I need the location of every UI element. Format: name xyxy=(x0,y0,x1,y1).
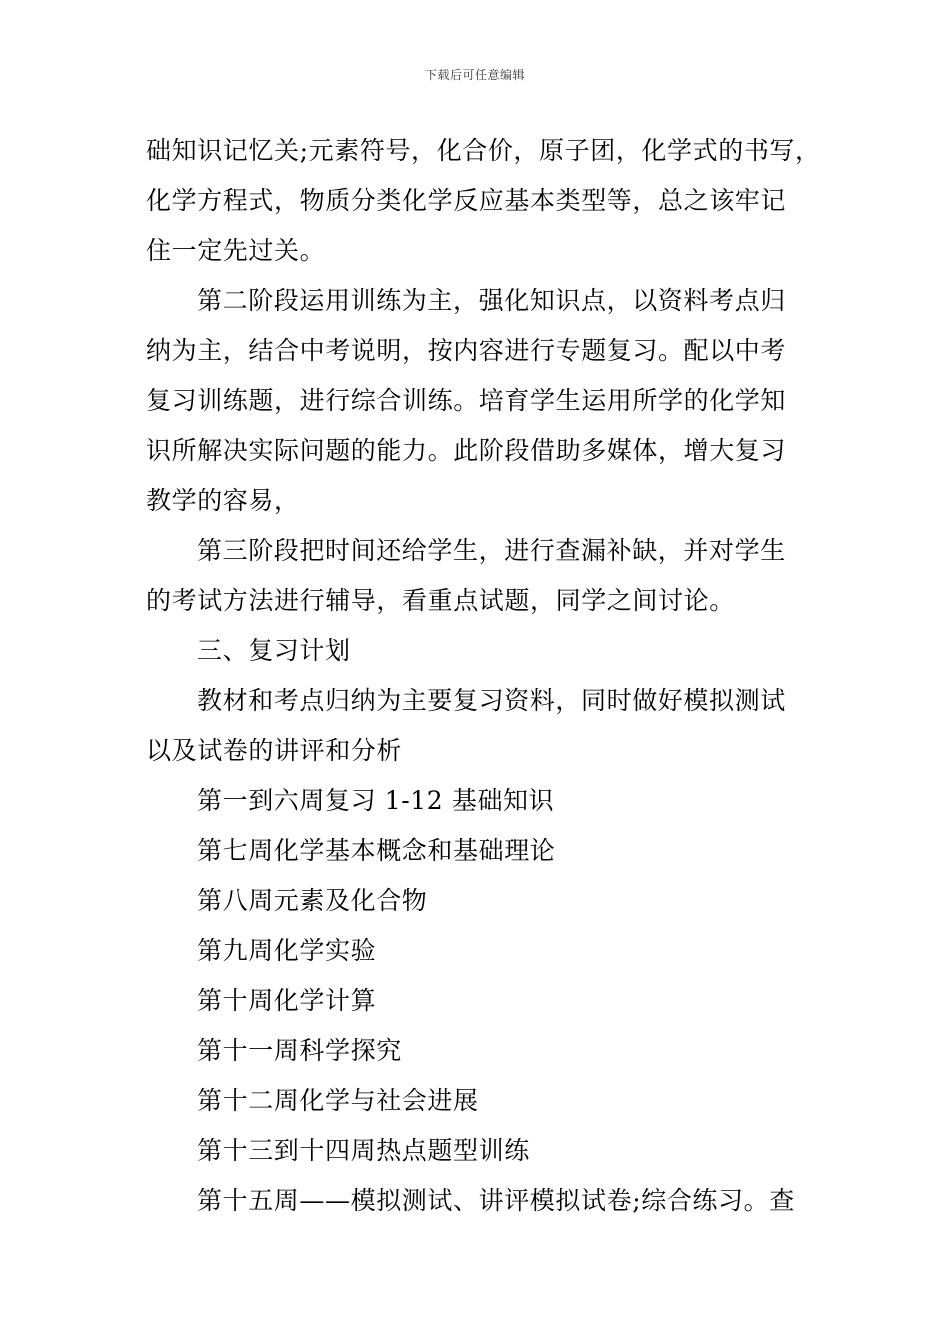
plan-item-2: 第七周化学基本概念和基础理论 xyxy=(197,836,556,865)
text-line-7: 识所解决实际问题的能力。此阶段借助多媒体，增大复习 xyxy=(146,436,787,465)
document-body xyxy=(146,126,821,1226)
page-header: 下载后可任意编辑 xyxy=(424,68,525,82)
text-line-3: 住一定先过关。 xyxy=(146,236,326,265)
section-heading: 三、复习计划 xyxy=(197,636,351,665)
plan-item-8: 第十三到十四周热点题型训练 xyxy=(197,1136,530,1165)
text-line-4: 第二阶段运用训练为主，强化知识点，以资料考点归 xyxy=(197,286,786,315)
plan-item-6: 第十一周科学探究 xyxy=(197,1036,402,1065)
plan-item-4: 第九周化学实验 xyxy=(197,936,377,965)
plan-item-1: 第一到六周复习 1-12 基础知识 xyxy=(197,786,555,815)
text-line-8: 教学的容易， xyxy=(146,486,300,515)
text-line-5: 纳为主，结合中考说明，按内容进行专题复习。配以中考 xyxy=(146,336,787,365)
text-line-6: 复习训练题，进行综合训练。培育学生运用所学的化学知 xyxy=(146,386,787,415)
text-line-10: 的考试方法进行辅导，看重点试题，同学之间讨论。 xyxy=(146,586,735,615)
text-line-2: 化学方程式，物质分类化学反应基本类型等，总之该牢记 xyxy=(146,186,787,215)
text-line-1: 础知识记忆关;元素符号，化合价，原子团，化学式的书写， xyxy=(146,136,821,165)
plan-item-7: 第十二周化学与社会进展 xyxy=(197,1086,479,1115)
plan-item-5: 第十周化学计算 xyxy=(197,986,377,1015)
plan-item-9: 第十五周——模拟测试、讲评模拟试卷;综合练习。查 xyxy=(197,1186,795,1215)
text-line-12: 教材和考点归纳为主要复习资料，同时做好模拟测试 xyxy=(197,686,786,715)
text-line-13: 以及试卷的讲评和分析 xyxy=(146,736,403,765)
plan-item-3: 第八周元素及化合物 xyxy=(197,886,428,915)
text-line-9: 第三阶段把时间还给学生，进行查漏补缺，并对学生 xyxy=(197,536,786,565)
